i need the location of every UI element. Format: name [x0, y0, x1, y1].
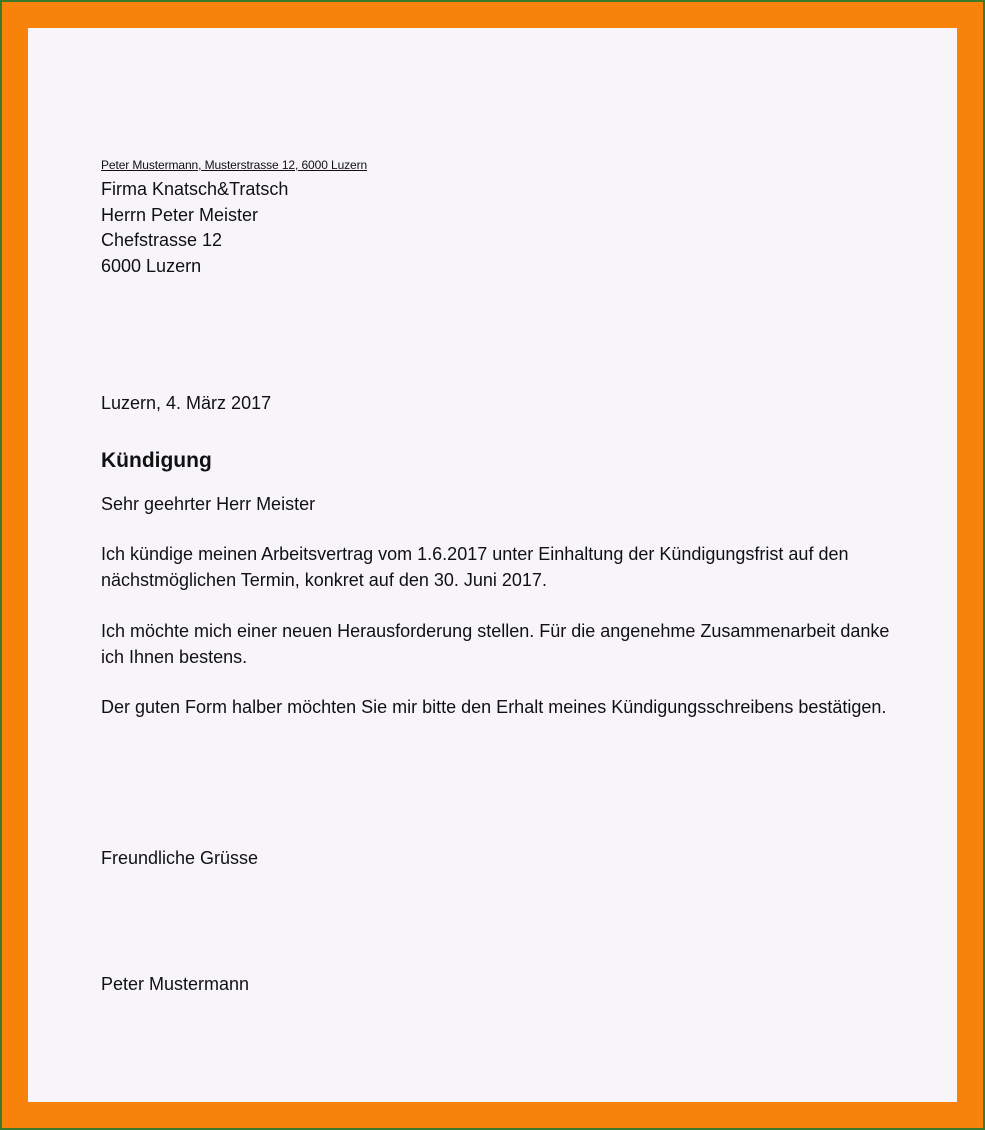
letter-page: [28, 28, 957, 1102]
signature-name: Peter Mustermann: [101, 974, 250, 994]
recipient-address-block: [101, 177, 288, 279]
letter-subject: Kündigung: [101, 449, 212, 472]
body-paragraph-1: Ich kündige meinen Arbeitsvertrag vom 1.6.2017 unter Einhaltung der Kündigungsfrist auf den nächstmöglichen Termin, konkret auf den 30. Juni 2017.: [101, 544, 849, 590]
sender-address-line: Peter Mustermann, Musterstrasse 12, 6000 Luzern: [101, 158, 368, 172]
body-paragraph-2: Ich möchte mich einer neuen Herausforderung stellen. Für die angenehme Zusammenarbeit danke ich Ihnen bestens.: [101, 621, 890, 667]
body-paragraph-3: Der guten Form halber möchten Sie mir bitte den Erhalt meines Kündigungsschreibens bestätigen.: [101, 697, 887, 717]
recipient-street: Chefstrasse 12: [101, 230, 223, 250]
recipient-name: Herrn Peter Meister: [101, 204, 259, 225]
closing-phrase: Freundliche Grüsse: [101, 848, 259, 868]
recipient-city: 6000 Luzern: [101, 255, 202, 276]
date-line: Luzern, 4. März 2017: [101, 393, 272, 413]
recipient-company: Firma Knatsch&Tratsch: [101, 179, 289, 199]
salutation: Sehr geehrter Herr Meister: [101, 494, 316, 514]
